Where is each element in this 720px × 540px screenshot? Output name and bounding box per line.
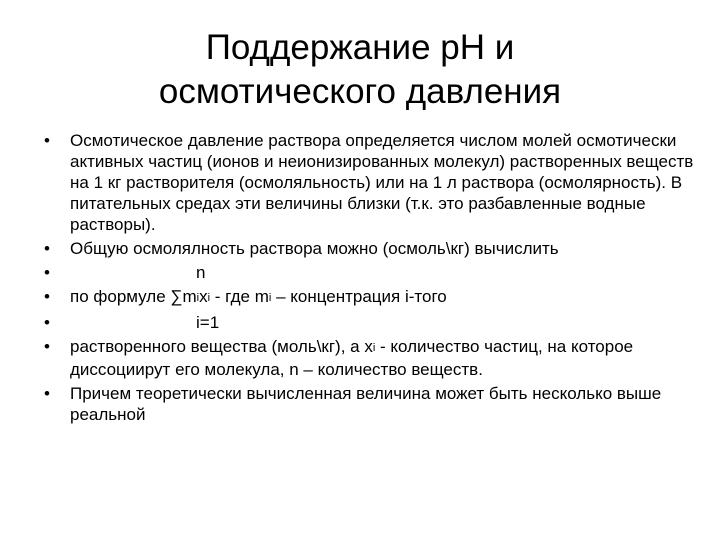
bullet-list	[44, 130, 694, 428]
slide-title-line-2: осмотического давления	[158, 72, 562, 111]
list-item	[44, 130, 694, 235]
subscript: i	[372, 342, 376, 354]
list-item	[44, 383, 694, 425]
subscript: i	[207, 292, 211, 304]
bullet-marker: •	[44, 239, 50, 258]
bullet-marker: •	[44, 384, 50, 403]
formula-lower-limit: i=1	[196, 313, 220, 332]
list-item-text: Осмотическое давление раствора определяется числом молей осмотически активных частиц (ионов и неионизированных молекул) растворенных веществ на 1 кг растворителя (осмоляльность) или на 1 л раствора (осмолярность). В питательных средах эти величины близки (т.к. это разбавленные водные растворы).	[70, 131, 694, 234]
bullet-marker: •	[44, 337, 50, 356]
subscript: i	[196, 292, 200, 304]
formula-text	[70, 287, 447, 306]
list-item	[44, 336, 694, 380]
list-item	[44, 286, 694, 309]
bullet-marker: •	[44, 287, 50, 306]
bullet-marker: •	[44, 131, 50, 150]
formula-x: x	[199, 287, 208, 306]
slide-title-line-1: Поддержание pH и	[205, 28, 515, 67]
bullet-marker: •	[44, 313, 50, 332]
list-item-text: Общую осмолялность раствора можно (осмоль\кг) вычислить	[70, 239, 559, 258]
text-prefix: растворенного вещества (моль\кг), а x	[70, 337, 373, 356]
bullet-marker: •	[44, 263, 50, 282]
list-item-text	[70, 337, 633, 379]
text-suffix: - количество частиц, на которое диссоциирут его молекула, n – количество веществ.	[70, 337, 634, 379]
subscript: i	[268, 292, 272, 304]
formula-suffix: – концентрация i-того	[271, 287, 447, 306]
list-item	[44, 312, 694, 333]
list-item-text: Причем теоретически вычисленная величина может быть несколько выше реальной	[70, 384, 662, 424]
slide-title	[60, 26, 660, 114]
list-item	[44, 262, 694, 283]
formula-prefix: по формуле ∑m	[70, 287, 197, 306]
formula-middle: - где m	[210, 287, 269, 306]
list-item	[44, 238, 694, 259]
formula-upper-limit: n	[196, 263, 206, 282]
